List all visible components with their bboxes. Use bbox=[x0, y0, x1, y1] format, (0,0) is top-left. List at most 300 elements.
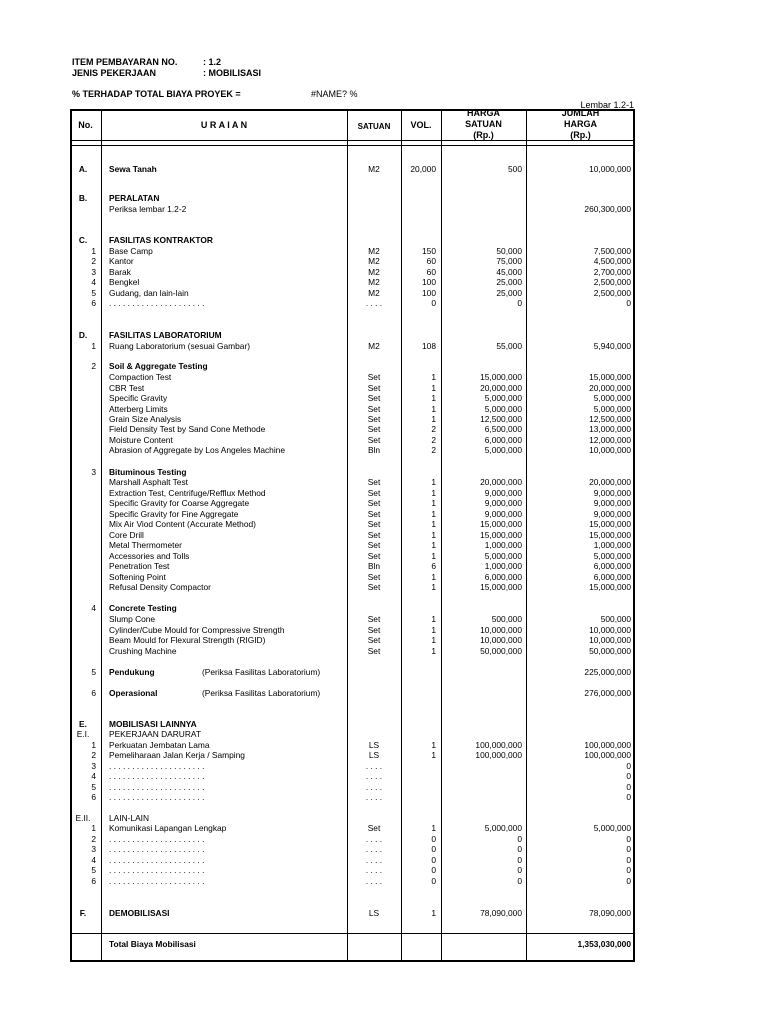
table-row bbox=[70, 204, 635, 214]
row-total-price: 20,000,000 bbox=[589, 383, 631, 393]
table-row bbox=[70, 445, 635, 455]
row-unit: Set bbox=[367, 572, 381, 582]
row-total-price: 15,000,000 bbox=[589, 582, 631, 592]
row-description: Extraction Test, Centrifuge/Refflux Method bbox=[109, 488, 266, 498]
row-number: 3 bbox=[91, 267, 96, 277]
row-unit-price: 5,000,000 bbox=[484, 823, 522, 833]
row-number: 2 bbox=[91, 256, 96, 266]
row-number: 4 bbox=[91, 855, 96, 865]
row-number: 6 bbox=[91, 792, 96, 802]
row-description: LAIN-LAIN bbox=[109, 813, 150, 823]
row-description: Bituminous Testing bbox=[109, 467, 187, 477]
row-total-price: 10,000,000 bbox=[589, 445, 631, 455]
row-description: Bengkel bbox=[109, 277, 140, 287]
row-code: E.II. bbox=[75, 813, 91, 823]
row-total-price: 0 bbox=[626, 792, 631, 802]
row-unit: . . . . bbox=[365, 855, 383, 865]
row-unit-price: 45,000 bbox=[496, 267, 522, 277]
table-row bbox=[70, 298, 635, 308]
row-volume: 0 bbox=[431, 844, 436, 854]
row-total-price: 0 bbox=[626, 844, 631, 854]
row-unit: M2 bbox=[368, 277, 380, 287]
row-volume: 2 bbox=[431, 424, 436, 434]
row-number: 1 bbox=[91, 823, 96, 833]
table-row bbox=[70, 330, 635, 340]
row-number: 2 bbox=[91, 750, 96, 760]
row-description: Total Biaya Mobilisasi bbox=[109, 939, 196, 949]
row-code: D. bbox=[78, 330, 88, 340]
row-description: Soil & Aggregate Testing bbox=[109, 361, 208, 371]
row-volume: 20,000 bbox=[410, 164, 436, 174]
row-description: Softening Point bbox=[109, 572, 166, 582]
row-total-price: 0 bbox=[626, 865, 631, 875]
row-description: Specific Gravity for Fine Aggregate bbox=[109, 509, 239, 519]
row-total-price: 10,000,000 bbox=[589, 635, 631, 645]
row-volume: 60 bbox=[426, 267, 436, 277]
table-row bbox=[70, 235, 635, 245]
row-volume: 100 bbox=[422, 277, 436, 287]
row-unit: Set bbox=[367, 614, 381, 624]
row-description: . . . . . . . . . . . . . . . . . . . . . bbox=[109, 844, 205, 854]
col-header-satuan: SATUAN bbox=[357, 122, 391, 131]
row-unit: Bln bbox=[367, 561, 381, 571]
row-unit: LS bbox=[368, 750, 380, 760]
row-description: Mix Air Viod Content (Accurate Method) bbox=[109, 519, 256, 529]
row-total-price: 12,000,000 bbox=[589, 435, 631, 445]
row-description: Specific Gravity for Coarse Aggregate bbox=[109, 498, 250, 508]
row-volume: 2 bbox=[431, 435, 436, 445]
row-description: PEKERJAAN DARURAT bbox=[109, 729, 201, 739]
row-total-price: 0 bbox=[626, 855, 631, 865]
row-total-price: 78,090,000 bbox=[589, 908, 631, 918]
row-description: Refusal Density Compactor bbox=[109, 582, 211, 592]
table-row bbox=[70, 404, 635, 414]
col-header-line: (Rp.) bbox=[570, 130, 591, 140]
table-row bbox=[70, 688, 635, 698]
row-total-price: 0 bbox=[626, 298, 631, 308]
table-row bbox=[70, 761, 635, 771]
row-description: Metal Thermometer bbox=[109, 540, 182, 550]
row-unit-price: 15,000,000 bbox=[480, 530, 522, 540]
table-row bbox=[70, 435, 635, 445]
table-row bbox=[70, 582, 635, 592]
table-row bbox=[70, 267, 635, 277]
row-unit: . . . . bbox=[365, 761, 383, 771]
row-unit: Set bbox=[367, 404, 381, 414]
table-row bbox=[70, 372, 635, 382]
table-row bbox=[70, 498, 635, 508]
row-volume: 1 bbox=[431, 540, 436, 550]
row-description: CBR Test bbox=[109, 383, 145, 393]
row-volume: 1 bbox=[431, 488, 436, 498]
row-total-price: 9,000,000 bbox=[593, 488, 631, 498]
row-unit: Set bbox=[367, 625, 381, 635]
row-code: B. bbox=[78, 193, 88, 203]
row-volume: 1 bbox=[431, 635, 436, 645]
col-header-line: HARGA bbox=[467, 108, 500, 118]
table-row bbox=[70, 467, 635, 477]
row-description: DEMOBILISASI bbox=[109, 908, 170, 918]
col-header-jumlah-harga bbox=[526, 108, 635, 141]
row-number: 5 bbox=[91, 288, 96, 298]
row-description: Kantor bbox=[109, 256, 134, 266]
row-description: Penetration Test bbox=[109, 561, 170, 571]
row-total-price: 12,500,000 bbox=[589, 414, 631, 424]
row-unit-price: 15,000,000 bbox=[480, 372, 522, 382]
row-volume: 1 bbox=[431, 414, 436, 424]
row-unit: Set bbox=[367, 530, 381, 540]
row-unit-price: 100,000,000 bbox=[475, 750, 522, 760]
table-row bbox=[70, 625, 635, 635]
row-description: Komunikasi Lapangan Lengkap bbox=[109, 823, 227, 833]
table-row bbox=[70, 646, 635, 656]
row-total-price: 0 bbox=[626, 782, 631, 792]
row-unit-price: 5,000,000 bbox=[484, 445, 522, 455]
row-total-price: 9,000,000 bbox=[593, 498, 631, 508]
row-unit: M2 bbox=[368, 256, 380, 266]
table-row bbox=[70, 719, 635, 729]
row-code: A. bbox=[78, 164, 88, 174]
row-volume: 1 bbox=[431, 519, 436, 529]
row-description: Pendukung bbox=[109, 667, 155, 677]
row-unit-price: 0 bbox=[517, 298, 522, 308]
row-unit-price: 15,000,000 bbox=[480, 582, 522, 592]
row-total-price: 5,000,000 bbox=[593, 404, 631, 414]
row-volume: 0 bbox=[431, 855, 436, 865]
table-row bbox=[70, 246, 635, 256]
table-row bbox=[70, 477, 635, 487]
table-row bbox=[70, 572, 635, 582]
row-unit: . . . . bbox=[365, 876, 383, 886]
row-number: 3 bbox=[91, 844, 96, 854]
row-volume: 1 bbox=[431, 509, 436, 519]
work-type-label: JENIS PEKERJAAN bbox=[72, 68, 157, 78]
row-total-price: 2,500,000 bbox=[593, 277, 631, 287]
row-unit: . . . . bbox=[365, 298, 383, 308]
row-total-price: 10,000,000 bbox=[589, 625, 631, 635]
row-number: 4 bbox=[91, 277, 96, 287]
row-description: FASILITAS LABORATORIUM bbox=[109, 330, 222, 340]
table-row bbox=[70, 341, 635, 351]
table-row bbox=[70, 540, 635, 550]
row-description: Atterberg Limits bbox=[109, 404, 168, 414]
row-unit: Set bbox=[367, 635, 381, 645]
row-unit-price: 25,000 bbox=[496, 288, 522, 298]
row-total-price: 500,000 bbox=[600, 614, 631, 624]
row-description: Periksa lembar 1.2-2 bbox=[109, 204, 187, 214]
row-unit: . . . . bbox=[365, 771, 383, 781]
row-unit-price: 1,000,000 bbox=[484, 540, 522, 550]
row-total-price: 0 bbox=[626, 834, 631, 844]
row-unit-price: 5,000,000 bbox=[484, 393, 522, 403]
row-total-price: 225,000,000 bbox=[584, 667, 631, 677]
row-total-price: 2,500,000 bbox=[593, 288, 631, 298]
row-unit: Bln bbox=[367, 445, 381, 455]
table-row bbox=[70, 729, 635, 739]
row-unit: Set bbox=[367, 414, 381, 424]
table-row bbox=[70, 530, 635, 540]
row-number: 3 bbox=[91, 761, 96, 771]
row-unit: . . . . bbox=[365, 844, 383, 854]
row-total-price: 276,000,000 bbox=[584, 688, 631, 698]
table-row bbox=[70, 164, 635, 174]
row-total-price: 10,000,000 bbox=[589, 164, 631, 174]
row-unit-price: 0 bbox=[517, 855, 522, 865]
table-row bbox=[70, 844, 635, 854]
row-volume: 1 bbox=[431, 372, 436, 382]
table-row bbox=[70, 603, 635, 613]
row-description: Beam Mould for Flexural Strength (RIGID) bbox=[109, 635, 266, 645]
row-unit-price: 20,000,000 bbox=[480, 477, 522, 487]
row-note: (Periksa Fasilitas Laboratorium) bbox=[202, 667, 321, 677]
row-volume: 0 bbox=[431, 865, 436, 875]
table-row bbox=[70, 823, 635, 833]
row-description: . . . . . . . . . . . . . . . . . . . . . bbox=[109, 876, 205, 886]
row-volume: 1 bbox=[431, 750, 436, 760]
table-row bbox=[70, 865, 635, 875]
col-header-line: (Rp.) bbox=[473, 130, 494, 140]
row-unit: M2 bbox=[368, 341, 380, 351]
row-description: Barak bbox=[109, 267, 131, 277]
row-number: 1 bbox=[91, 341, 96, 351]
row-unit-price: 9,000,000 bbox=[484, 509, 522, 519]
table-row bbox=[70, 635, 635, 645]
row-total-price: 100,000,000 bbox=[584, 750, 631, 760]
table-row bbox=[70, 740, 635, 750]
row-total-price: 9,000,000 bbox=[593, 509, 631, 519]
row-volume: 1 bbox=[431, 582, 436, 592]
row-total-price: 6,000,000 bbox=[593, 572, 631, 582]
table-row bbox=[70, 908, 635, 918]
row-unit-price: 15,000,000 bbox=[480, 519, 522, 529]
row-volume: 1 bbox=[431, 823, 436, 833]
row-unit: LS bbox=[368, 908, 380, 918]
table-row bbox=[70, 782, 635, 792]
row-total-price: 5,000,000 bbox=[593, 551, 631, 561]
row-unit-price: 500,000 bbox=[491, 614, 522, 624]
table-row bbox=[70, 792, 635, 802]
row-volume: 6 bbox=[431, 561, 436, 571]
row-unit-price: 9,000,000 bbox=[484, 498, 522, 508]
row-total-price: 1,353,030,000 bbox=[577, 939, 631, 949]
row-volume: 0 bbox=[431, 834, 436, 844]
row-unit-price: 25,000 bbox=[496, 277, 522, 287]
row-unit: Set bbox=[367, 509, 381, 519]
row-description: . . . . . . . . . . . . . . . . . . . . . bbox=[109, 834, 205, 844]
row-number: 5 bbox=[91, 667, 96, 677]
row-unit-price: 75,000 bbox=[496, 256, 522, 266]
row-total-price: 100,000,000 bbox=[584, 740, 631, 750]
table-row bbox=[70, 393, 635, 403]
row-number: 2 bbox=[91, 834, 96, 844]
row-volume: 1 bbox=[431, 908, 436, 918]
row-number: 6 bbox=[91, 298, 96, 308]
row-total-price: 4,500,000 bbox=[593, 256, 631, 266]
row-total-price: 2,700,000 bbox=[593, 267, 631, 277]
work-type-value: : MOBILISASI bbox=[203, 68, 261, 78]
row-volume: 0 bbox=[431, 876, 436, 886]
table-row bbox=[70, 414, 635, 424]
row-unit-price: 6,000,000 bbox=[484, 435, 522, 445]
item-number-value: : 1.2 bbox=[203, 57, 222, 67]
table-row bbox=[70, 519, 635, 529]
row-total-price: 15,000,000 bbox=[589, 519, 631, 529]
row-unit: . . . . bbox=[365, 782, 383, 792]
col-header-harga-satuan bbox=[441, 108, 526, 141]
row-volume: 60 bbox=[426, 256, 436, 266]
col-header-vol: VOL. bbox=[410, 120, 432, 130]
row-unit: M2 bbox=[368, 164, 380, 174]
row-unit-price: 0 bbox=[517, 876, 522, 886]
row-description: Concrete Testing bbox=[109, 603, 177, 613]
table-row bbox=[70, 855, 635, 865]
row-total-price: 260,300,000 bbox=[584, 204, 631, 214]
row-unit: Set bbox=[367, 372, 381, 382]
row-total-price: 1,000,000 bbox=[593, 540, 631, 550]
row-unit: Set bbox=[367, 435, 381, 445]
row-description: . . . . . . . . . . . . . . . . . . . . . bbox=[109, 771, 205, 781]
row-volume: 1 bbox=[431, 614, 436, 624]
table-row bbox=[70, 876, 635, 886]
row-number: 6 bbox=[91, 876, 96, 886]
row-unit: Set bbox=[367, 393, 381, 403]
row-description: Base Camp bbox=[109, 246, 153, 256]
row-description: . . . . . . . . . . . . . . . . . . . . . bbox=[109, 855, 205, 865]
row-description: Abrasion of Aggregate by Los Angeles Machine bbox=[109, 445, 285, 455]
row-code: F. bbox=[79, 908, 87, 918]
col-header-line: HARGA bbox=[564, 119, 597, 129]
row-unit-price: 500 bbox=[508, 164, 522, 174]
row-total-price: 6,000,000 bbox=[593, 561, 631, 571]
row-total-price: 5,000,000 bbox=[593, 393, 631, 403]
col-header-no: No. bbox=[78, 120, 93, 130]
row-description: Core Drill bbox=[109, 530, 144, 540]
row-unit: LS bbox=[368, 740, 380, 750]
table-row bbox=[70, 277, 635, 287]
table-row bbox=[70, 509, 635, 519]
row-description: Sewa Tanah bbox=[109, 164, 157, 174]
row-volume: 1 bbox=[431, 625, 436, 635]
row-volume: 108 bbox=[422, 341, 436, 351]
row-number: 4 bbox=[91, 771, 96, 781]
row-total-price: 0 bbox=[626, 771, 631, 781]
row-volume: 100 bbox=[422, 288, 436, 298]
row-description: FASILITAS KONTRAKTOR bbox=[109, 235, 213, 245]
row-unit-price: 50,000 bbox=[496, 246, 522, 256]
table-row bbox=[70, 939, 635, 949]
percent-label: % TERHADAP TOTAL BIAYA PROYEK = bbox=[72, 89, 241, 99]
row-total-price: 0 bbox=[626, 876, 631, 886]
row-unit: Set bbox=[367, 383, 381, 393]
row-unit-price: 55,000 bbox=[496, 341, 522, 351]
row-volume: 1 bbox=[431, 383, 436, 393]
row-total-price: 7,500,000 bbox=[593, 246, 631, 256]
table-row bbox=[70, 488, 635, 498]
row-number: 1 bbox=[91, 740, 96, 750]
row-unit: . . . . bbox=[365, 834, 383, 844]
row-code: E. bbox=[79, 719, 87, 729]
row-description: Cylinder/Cube Mould for Compressive Strength bbox=[109, 625, 285, 635]
row-unit-price: 0 bbox=[517, 834, 522, 844]
header-divider bbox=[70, 145, 635, 146]
row-number: 4 bbox=[91, 603, 96, 613]
row-unit-price: 100,000,000 bbox=[475, 740, 522, 750]
row-description: . . . . . . . . . . . . . . . . . . . . . bbox=[109, 792, 205, 802]
row-description: . . . . . . . . . . . . . . . . . . . . . bbox=[109, 865, 205, 875]
table-row bbox=[70, 288, 635, 298]
row-unit-price: 50,000,000 bbox=[480, 646, 522, 656]
item-number-label: ITEM PEMBAYARAN NO. bbox=[72, 57, 178, 67]
row-unit-price: 5,000,000 bbox=[484, 404, 522, 414]
col-header-line: SATUAN bbox=[465, 119, 502, 129]
row-unit: Set bbox=[367, 477, 381, 487]
row-description: Gudang, dan lain-lain bbox=[109, 288, 189, 298]
row-unit: Set bbox=[367, 582, 381, 592]
row-description: Compaction Test bbox=[109, 372, 172, 382]
row-volume: 0 bbox=[431, 298, 436, 308]
row-unit: M2 bbox=[368, 288, 380, 298]
row-unit: Set bbox=[367, 519, 381, 529]
table-row bbox=[70, 551, 635, 561]
row-number: 3 bbox=[91, 467, 96, 477]
row-total-price: 5,000,000 bbox=[593, 823, 631, 833]
row-unit-price: 9,000,000 bbox=[484, 488, 522, 498]
table-row bbox=[70, 813, 635, 823]
row-unit-price: 0 bbox=[517, 865, 522, 875]
row-unit: M2 bbox=[368, 267, 380, 277]
row-unit: Set bbox=[367, 646, 381, 656]
row-unit-price: 5,000,000 bbox=[484, 551, 522, 561]
row-unit-price: 0 bbox=[517, 844, 522, 854]
row-unit: Set bbox=[367, 551, 381, 561]
table-row bbox=[70, 614, 635, 624]
row-total-price: 20,000,000 bbox=[589, 477, 631, 487]
row-unit: . . . . bbox=[365, 865, 383, 875]
row-volume: 1 bbox=[431, 551, 436, 561]
row-unit-price: 20,000,000 bbox=[480, 383, 522, 393]
table-row bbox=[70, 667, 635, 677]
row-description: PERALATAN bbox=[109, 193, 160, 203]
row-unit-price: 6,500,000 bbox=[484, 424, 522, 434]
table-row bbox=[70, 750, 635, 760]
table-row bbox=[70, 561, 635, 571]
table-row bbox=[70, 193, 635, 203]
row-description: Ruang Laboratorium (sesuai Gambar) bbox=[109, 341, 251, 351]
row-number: 1 bbox=[91, 246, 96, 256]
row-description: Marshall Asphalt Test bbox=[109, 477, 188, 487]
row-volume: 1 bbox=[431, 740, 436, 750]
row-description: Accessories and Tolls bbox=[109, 551, 190, 561]
row-description: Pemeliharaan Jalan Kerja / Samping bbox=[109, 750, 245, 760]
row-description: Specific Gravity bbox=[109, 393, 168, 403]
row-unit-price: 12,500,000 bbox=[480, 414, 522, 424]
col-header-line: JUMLAH bbox=[561, 108, 600, 118]
table-row bbox=[70, 834, 635, 844]
row-unit-price: 78,090,000 bbox=[480, 908, 522, 918]
row-unit: Set bbox=[367, 498, 381, 508]
col-header-uraian: U R A I A N bbox=[200, 120, 248, 130]
total-divider bbox=[70, 933, 635, 934]
row-description: Field Density Test by Sand Cone Methode bbox=[109, 424, 266, 434]
row-unit: Set bbox=[367, 823, 381, 833]
row-volume: 150 bbox=[422, 246, 436, 256]
row-volume: 2 bbox=[431, 445, 436, 455]
row-total-price: 13,000,000 bbox=[589, 424, 631, 434]
row-description: Moisture Content bbox=[109, 435, 173, 445]
percent-value: #NAME? % bbox=[311, 89, 358, 99]
row-total-price: 50,000,000 bbox=[589, 646, 631, 656]
table-row bbox=[70, 424, 635, 434]
